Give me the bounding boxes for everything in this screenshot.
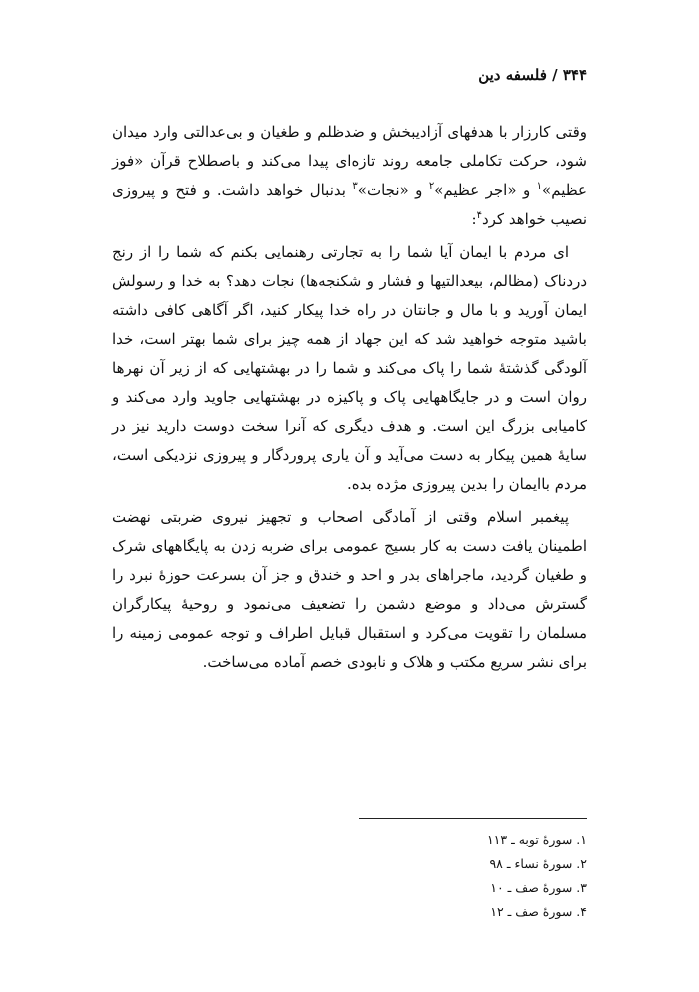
page-number: ۳۴۴ xyxy=(562,66,587,84)
book-title: فلسفه دین xyxy=(478,66,547,84)
paragraph-1-text-e: : xyxy=(471,210,477,228)
paragraph-1 xyxy=(112,118,587,234)
paragraph-1-text-b: و «اجر عظیم» xyxy=(434,181,537,199)
footnote-ref-1: ۱ xyxy=(536,181,543,192)
paragraph-1-text-c: و «نجات» xyxy=(357,181,429,199)
running-header xyxy=(478,66,587,84)
paragraph-3: پیغمبر اسلام وقتی از آمادگی اصحاب و تجهیز نیروی ضربتی نهضت اطمینان یافت دست به کار بسیج عمومی برای ضربه زدن به پایگاههای شرک و طغیان گردید، ماجراهای بدر و احد و خندق و جز آن بسرعت حوزهٔ نبرد را گسترش می‌داد و موضع دشمن را تضعیف می‌نمود و روحیهٔ پیکارگران مسلمان را تقویت می‌کرد و استقبال قبایل اطراف و توجه عمومی زمینه را برای نشر سریع مکتب و هلاک و نابودی خصم آماده می‌ساخت. xyxy=(112,508,587,671)
footnote-divider xyxy=(359,818,587,819)
paragraph-1-text-a: وقتی کارزار با هدفهای آزادیبخش و ضدظلم و طغیان و بی‌عدالتی وارد میدان شود، حرکت تکاملی جامعه روند تازه‌ای پیدا می‌کند و باصطلاح قرآن «فوز عظیم» xyxy=(112,123,587,199)
footnote-4: ۴. سورهٔ صف ـ ۱۲ xyxy=(490,904,587,919)
paragraph-1-text-d: بدنبال خواهد داشت. و فتح و پیروزی نصیب خواهد کرد xyxy=(112,181,587,228)
header-separator: / xyxy=(552,66,558,84)
footnote-ref-3: ۳ xyxy=(352,181,358,192)
footnotes xyxy=(487,828,587,924)
footnote-1: ۱. سورهٔ توبه ـ ۱۱۳ xyxy=(486,832,587,847)
paragraph-2: ای مردم با ایمان آیا شما را به تجارتی رهنمایی بکنم که شما را از رنج دردناک (مظالم، بیعدالتیها و فشار و شکنجه‌ها) نجات دهد؟ به خدا و رسولش ایمان آورید و با مال و جانتان در راه خدا پیکار کنید، اگر آگاهی کافی داشته باشید متوجه خواهید شد که این جهاد از همه چیز برای شما بهتر است، خدا آلودگی گذشتهٔ شما را پاک می‌کند و شما را در بهشتهایی که از زیر آن نهرها روان است و در جایگاههایی پاک و پاکیزه در بهشتهایی جاوید وارد می‌کند و کامیابی بزرگ این است. و هدف دیگری که آنرا سخت دوست دارید نیز در سایهٔ همین پیکار به دست می‌آید و آن یاری پروردگار و پیروزی نزدیکی است، مردم باایمان را بدین پیروزی مژده بده. xyxy=(112,243,587,493)
footnote-ref-4: ۴ xyxy=(476,210,482,221)
footnote-2: ۲. سورهٔ نساء ـ ۹۸ xyxy=(489,856,587,871)
footnote-ref-2: ۲ xyxy=(428,181,435,192)
main-text xyxy=(112,118,587,681)
footnote-3: ۳. سورهٔ صف ـ ۱۰ xyxy=(490,880,587,895)
